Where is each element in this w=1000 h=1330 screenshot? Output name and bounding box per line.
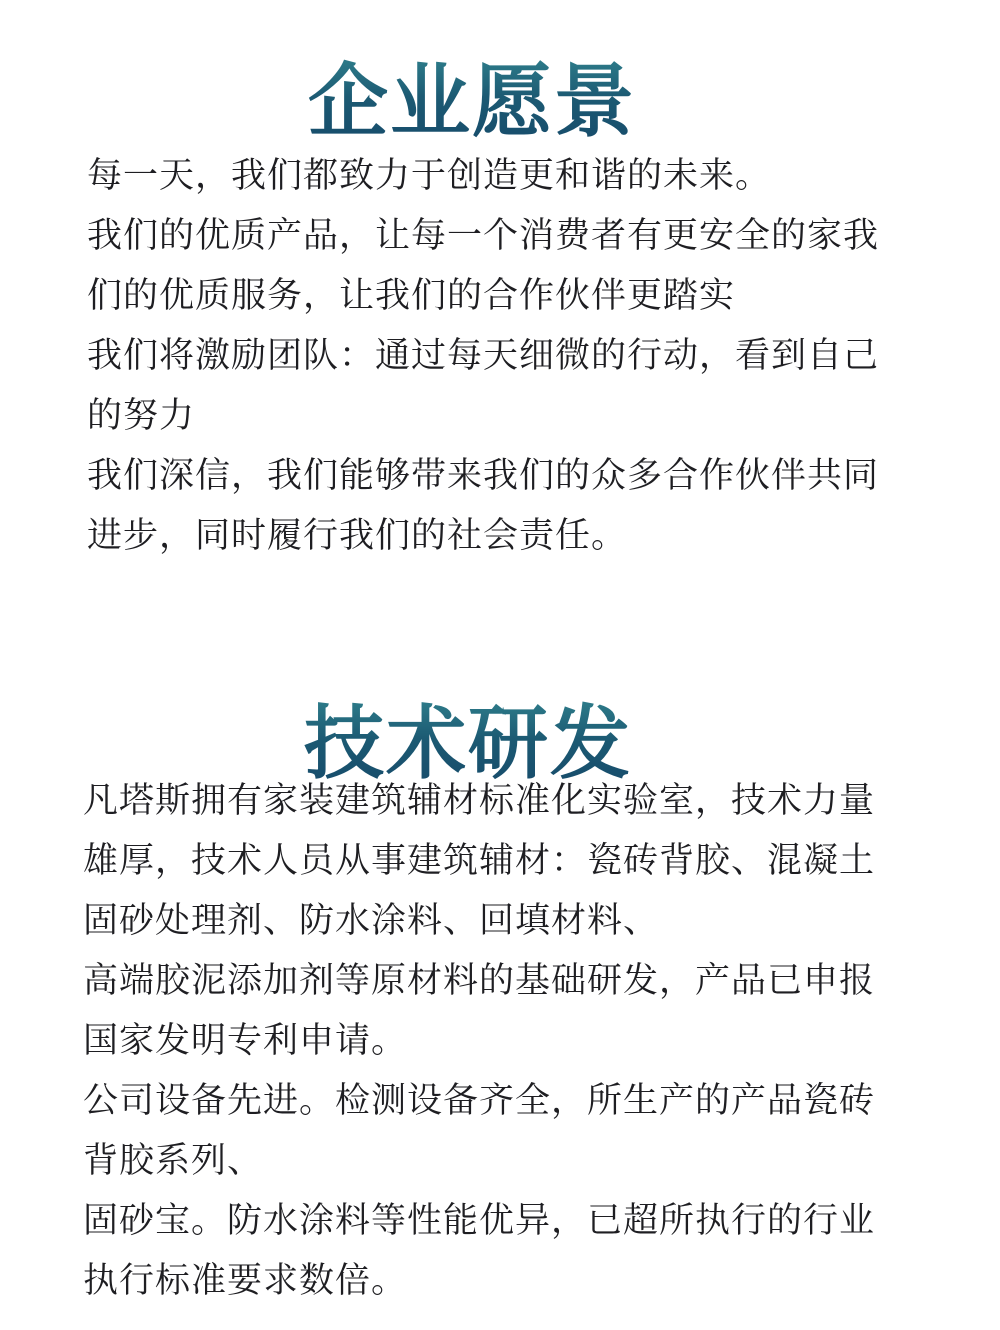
vision-line: 的努力	[87, 396, 196, 436]
rd-line: 固砂处理剂、防水涂料、回填材料、	[83, 901, 660, 941]
rd-section-title: 技术研发	[0, 696, 968, 792]
vision-section-title: 企业愿景	[0, 54, 972, 150]
rd-line: 凡塔斯拥有家装建筑辅材标准化实验室，技术力量	[83, 781, 876, 821]
vision-line: 进步，同时履行我们的社会责任。	[87, 516, 628, 556]
rd-line: 国家发明专利申请。	[83, 1021, 408, 1061]
rd-line: 背胶系列、	[83, 1141, 264, 1181]
rd-line: 公司设备先进。检测设备齐全，所生产的产品瓷砖	[83, 1081, 876, 1121]
rd-line: 雄厚，技术人员从事建筑辅材：瓷砖背胶、混凝土	[83, 841, 876, 881]
vision-line: 我们将激励团队：通过每天细微的行动，看到自己	[87, 336, 880, 376]
vision-line: 我们的优质产品，让每一个消费者有更安全的家我	[87, 216, 880, 256]
vision-line: 们的优质服务，让我们的合作伙伴更踏实	[87, 276, 736, 316]
vision-line: 我们深信，我们能够带来我们的众多合作伙伴共同	[87, 456, 880, 496]
rd-line: 固砂宝。防水涂料等性能优异，已超所执行的行业	[83, 1201, 876, 1241]
vision-line: 每一天，我们都致力于创造更和谐的未来。	[87, 156, 772, 196]
rd-line: 高端胶泥添加剂等原材料的基础研发，产品已申报	[83, 961, 876, 1001]
vision-body-text	[87, 146, 917, 566]
rd-line: 执行标准要求数倍。	[83, 1261, 408, 1301]
rd-body-text	[83, 771, 913, 1311]
